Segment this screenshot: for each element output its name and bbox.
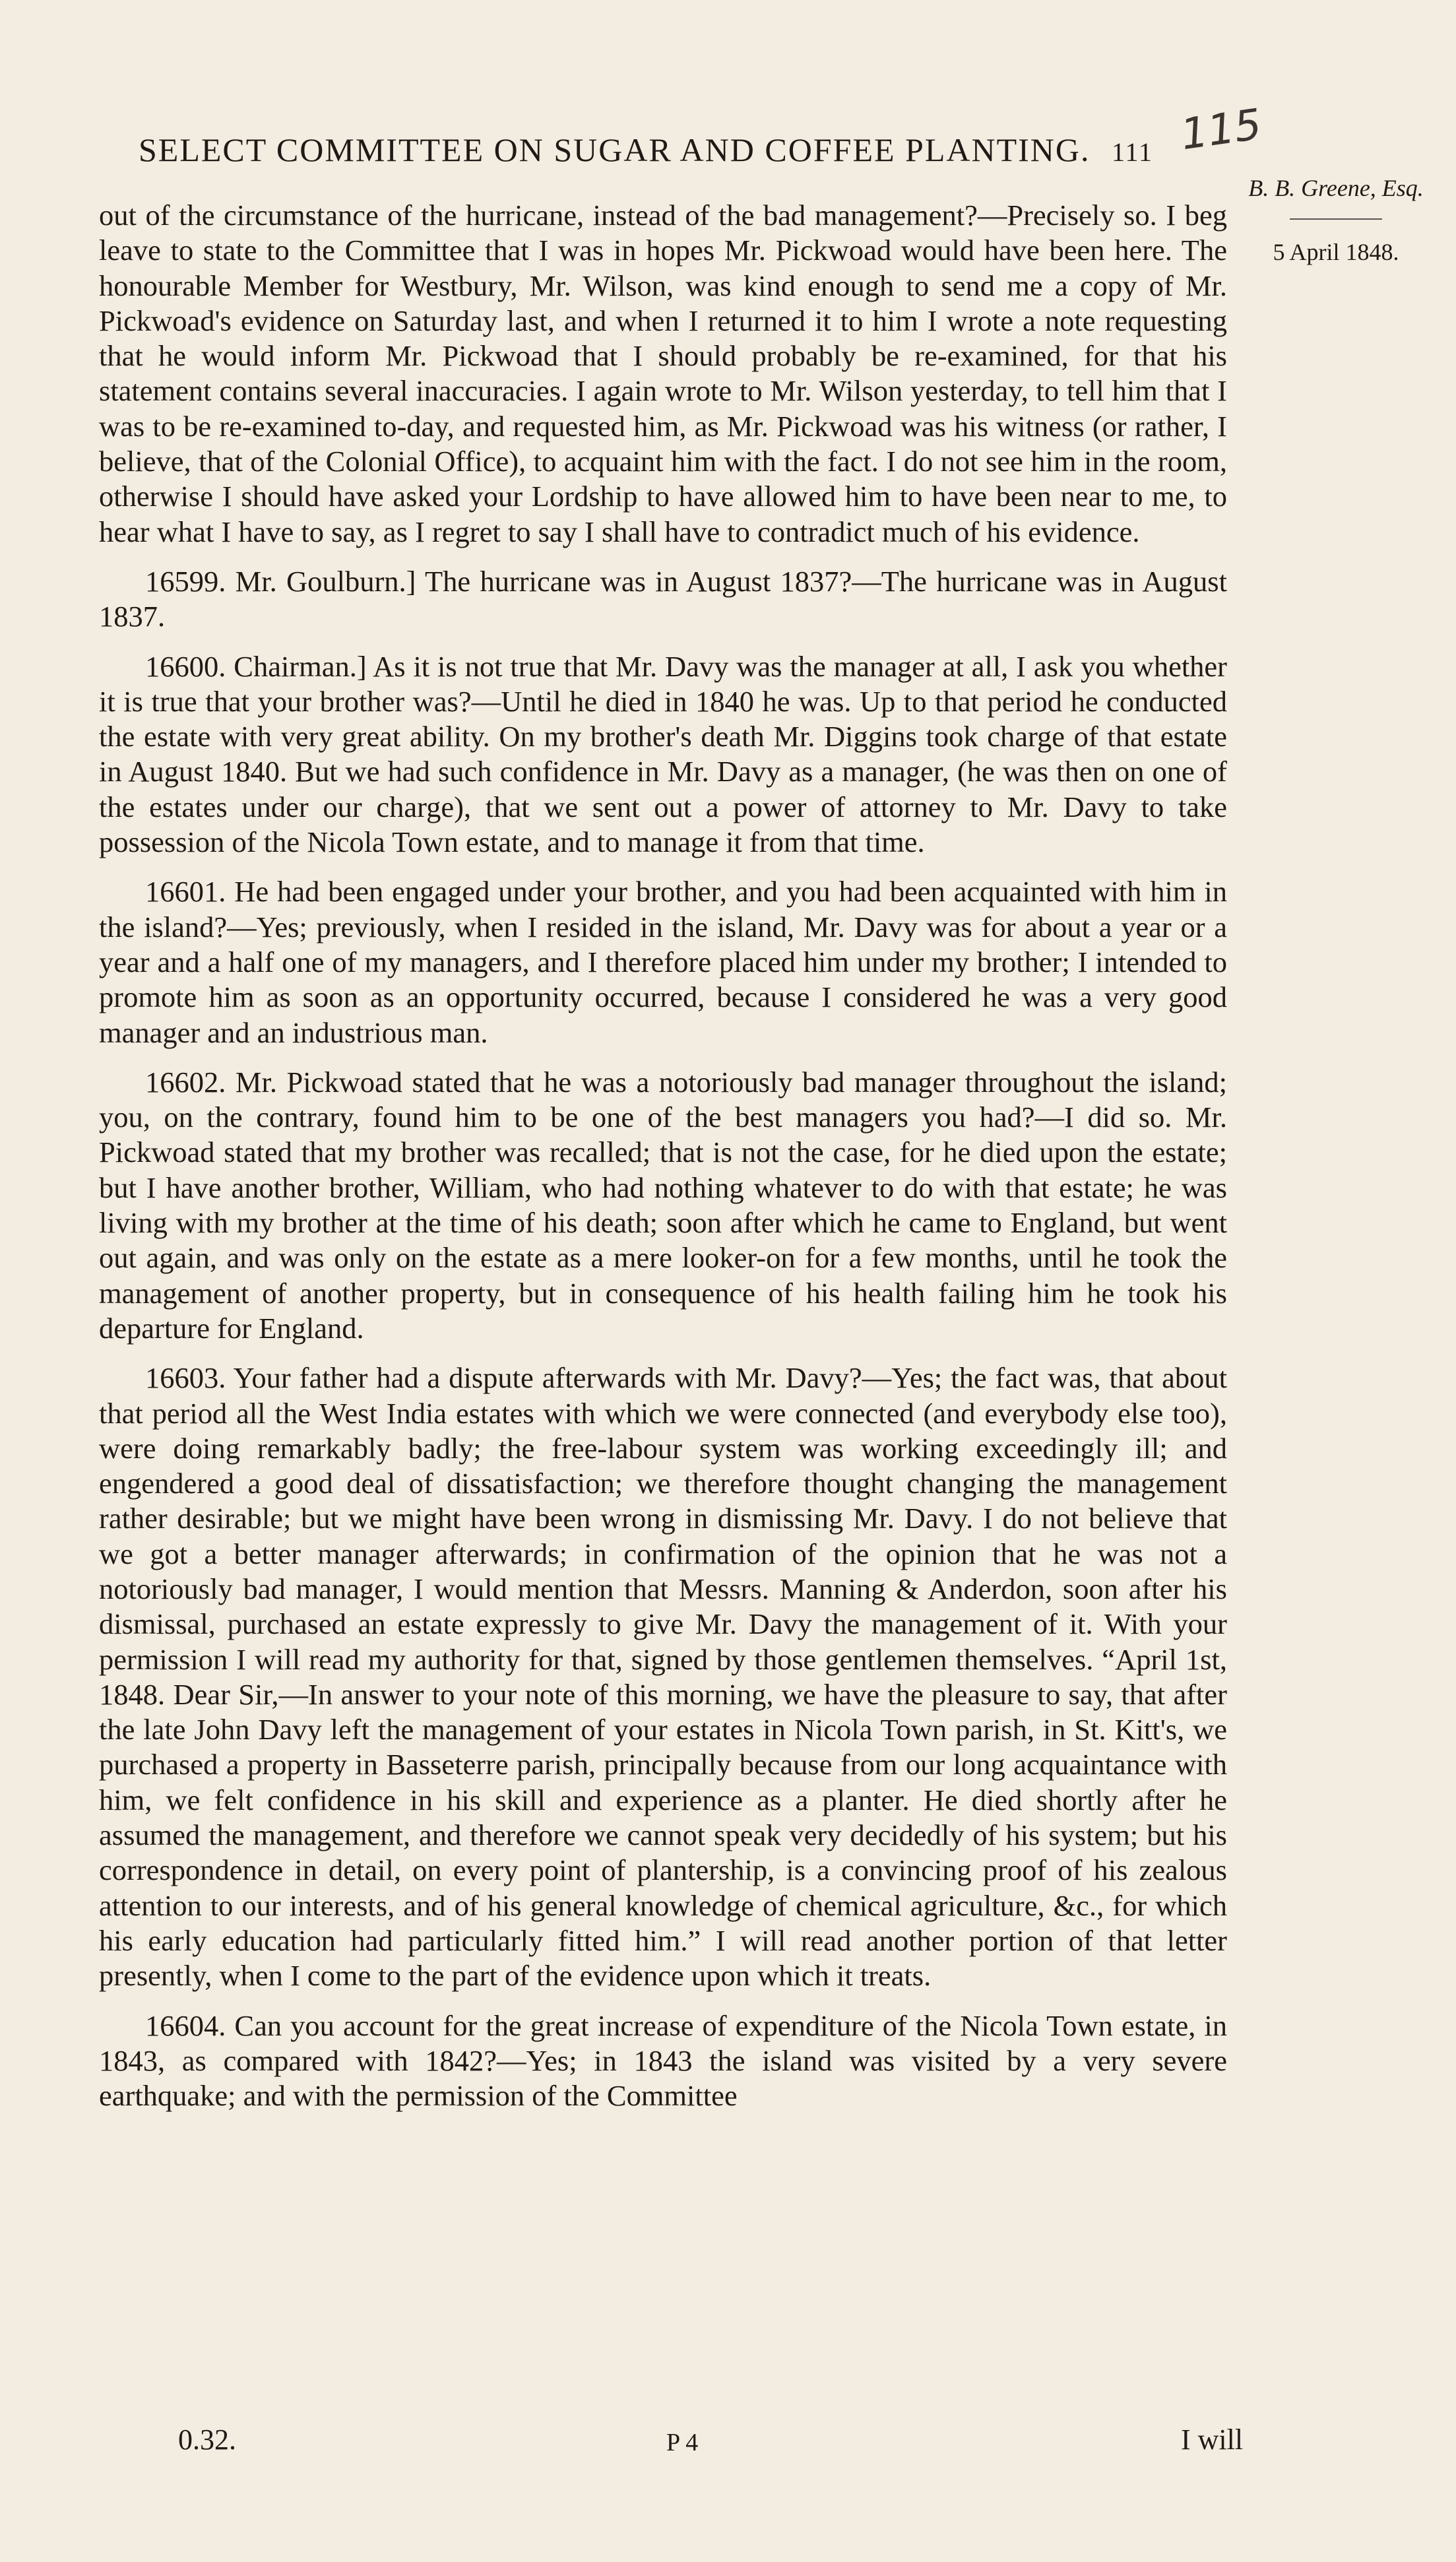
page-number: 111 (1112, 137, 1154, 167)
running-header (139, 131, 1214, 169)
document-body (99, 198, 1227, 2128)
paragraph: 16603. Your father had a dispute afterwards with Mr. Davy?—Yes; the fact was, that about that period all the West India estates with which we were connected (and everybody else too), were doing remarkably badly; the free-labour system was working exceedingly ill; and engendered a good deal of dissatisfaction; we therefore thought changing the management rather desirable; but we might have been wrong in dismissing Mr. Davy. I do not believe that we got a better manager afterwards; in confirmation of the opinion that he was not a notoriously bad manager, I would mention that Messrs. Manning & Anderdon, soon after his dismissal, purchased an estate expressly to give Mr. Davy the management of it. With your permission I will read my authority for that, signed by those gentlemen themselves. “April 1st, 1848. Dear Sir,—In answer to your note of this morning, we have the pleasure to say, that after the late John Davy left the management of your estates in Nicola Town parish, in St. Kitt's, we purchased a property in Basseterre parish, principally because from our long acquaintance with him, we felt confidence in his skill and experience as a planter. He died shortly after he assumed the management, and therefore we cannot speak very decidedly of his system; but his correspondence in detail, on every point of plantership, is a convincing proof of his zealous attention to our interests, and of his general knowledge of chemical agriculture, &c., for which his early education had particularly fitted him.” I will read another portion of that letter presently, when I come to the part of the evidence upon which it treats. (99, 1361, 1227, 1993)
running-title: SELECT COMMITTEE ON SUGAR AND COFFEE PLANTING. (139, 131, 1091, 168)
margin-rule (1290, 218, 1382, 220)
paragraph: 16601. He had been engaged under your brother, and you had been acquainted with him in the island?—Yes; previously, when I resided in the island, Mr. Davy was for about a year or a year and a half one of my managers, and I therefore placed him under my brother; I intended to promote him as soon as an opportunity occurred, because I considered he was a very good manager and an industrious man. (99, 875, 1227, 1049)
handwritten-folio: 115 (1178, 100, 1265, 160)
paragraph: 16600. Chairman.] As it is not true that Mr. Davy was the manager at all, I ask you whether it is true that your brother was?—Until he died in 1840 he was. Up to that period he conducted the estate with very great ability. On my brother's death Mr. Diggins took charge of that estate in August 1840. But we had such confidence in Mr. Davy as a manager, (he was then on one of the estates under our charge), that we sent out a power of attorney to Mr. Davy to take possession of the Nicola Town estate, and to manage it from that time. (99, 649, 1227, 859)
paragraph: out of the circumstance of the hurricane, instead of the bad management?—Precisely so. I beg leave to state to the Committee that I was in hopes Mr. Pickwoad would have been here. The honourable Member for Westbury, Mr. Wilson, was kind enough to send me a copy of Mr. Pickwoad's evidence on Saturday last, and when I returned it to him I wrote a note requesting that he would inform Mr. Pickwoad that I should probably be re-examined, for that his statement contains several inaccuracies. I again wrote to Mr. Wilson yesterday, to tell him that I was to be re-examined to-day, and requested him, as Mr. Pickwoad was his witness (or rather, I believe, that of the Colonial Office), to acquaint him with the fact. I do not see him in the room, otherwise I should have asked your Lordship to have allowed him to have been near to me, to hear what I have to say, as I regret to say I shall have to contradict much of his evidence. (99, 199, 1227, 548)
footer-sheet-ref: 0.32. (178, 2423, 236, 2456)
footer-catchword: I will (1181, 2423, 1244, 2456)
paragraph: 16604. Can you account for the great increase of expenditure of the Nicola Town estate, in 1843, as compared with 1842?—Yes; in 1843 the island was visited by a very severe earthquake; and with the permission of the Committee (99, 2008, 1227, 2113)
margin-date: 5 April 1848. (1273, 238, 1399, 265)
margin-note (1227, 173, 1445, 268)
paragraph: 16599. Mr. Goulburn.] The hurricane was in August 1837?—The hurricane was in August 1837. (99, 564, 1227, 633)
paragraph: 16602. Mr. Pickwoad stated that he was a notoriously bad manager throughout the island; you, on the contrary, found him to be one of the best managers you had?—I did so. Mr. Pickwoad stated that my brother was recalled; that is not the case, for he died upon the estate; but I have another brother, William, who had nothing whatever to do with that estate; he was living with my brother at the time of his death; soon after which he came to England, but went out again, and was only on the estate as a mere looker-on for a few months, until he took the management of another property, but in consequence of his health failing him he took his departure for England. (99, 1065, 1227, 1345)
footer-signature: P 4 (666, 2429, 699, 2456)
witness-name: B. B. Greene, Esq. (1248, 175, 1424, 201)
